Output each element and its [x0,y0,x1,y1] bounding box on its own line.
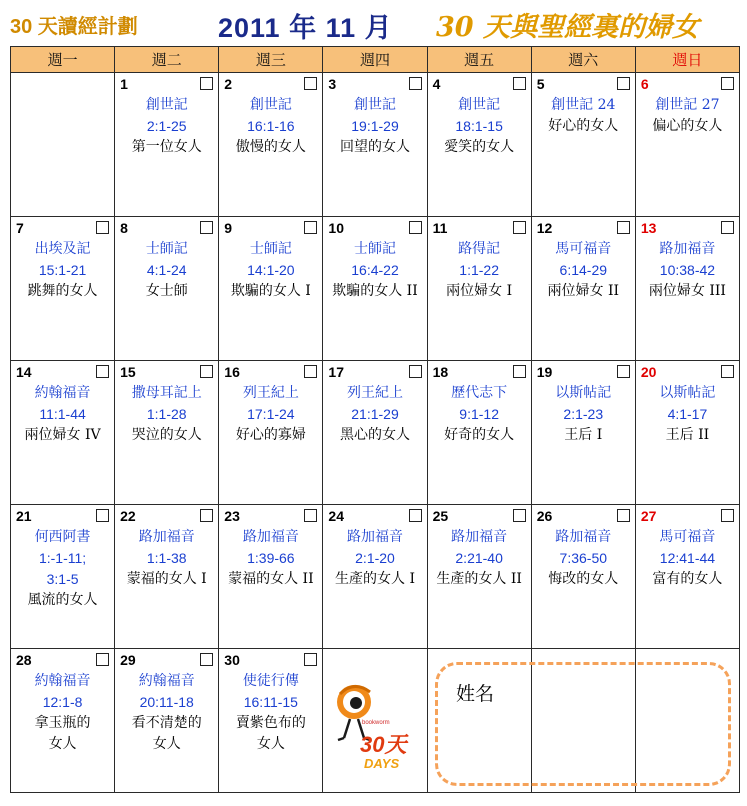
day-number: 24 [328,508,344,524]
book-name: 路加福音 [138,529,195,545]
reading-checkbox[interactable] [304,653,317,666]
day-number: 27 [640,508,657,524]
chapter-ref: 18:1-15 [455,118,503,134]
weekday-tue: 週二 [115,47,219,73]
book-name: 創世記 [353,97,396,113]
reading-entry [532,239,635,302]
30-days-logo [330,680,422,776]
book-name: 列王紀上 [242,385,299,401]
reading-entry [636,95,739,137]
week-row [11,217,740,361]
day-cell [635,505,739,649]
reading-theme: 風流的女人 [27,592,98,608]
day-cell [115,361,219,505]
reading-checkbox[interactable] [200,653,213,666]
reading-checkbox[interactable] [617,365,630,378]
day-cell [635,361,739,505]
empty-cell [11,73,115,217]
chapter-ref: 16:1-16 [247,118,295,134]
reading-theme: 悔改的女人 [548,571,619,587]
day-number: 22 [120,508,136,524]
reading-checkbox[interactable] [617,221,630,234]
book-name: 何西阿書 [34,529,91,545]
page-header [0,0,747,46]
day-number: 23 [224,508,240,524]
plan-title: 30 天讀經計劃 [10,16,138,38]
chapter-ref: 12:41-44 [659,550,716,566]
reading-entry [115,95,218,158]
reading-checkbox[interactable] [409,221,422,234]
day-number: 16 [224,364,240,380]
day-cell [11,217,115,361]
logo-small-label: bookworm [362,720,390,726]
week-row [11,505,740,649]
reading-checkbox[interactable] [721,77,734,90]
book-name: 使徒行傳 [242,673,299,689]
book-name: 士師記 [249,241,292,257]
day-cell [427,361,531,505]
chapter-ref: 1:1-38 [146,550,187,566]
name-label: 姓名 [456,683,495,705]
reading-theme-2: 女人 [256,736,285,752]
day-cell [427,505,531,649]
reading-theme: 跳舞的女人 [27,283,98,299]
book-name: 馬可福音 [555,241,612,257]
day-cell [323,73,427,217]
reading-theme: 黑心的女人 [339,427,410,443]
day-number: 2 [224,76,233,92]
month-title: 2011 年 11 月 [218,13,393,43]
reading-entry [428,383,531,446]
day-cell [323,361,427,505]
reading-theme: 蒙福的女人 I [126,571,207,587]
reading-checkbox[interactable] [304,221,317,234]
chapter-ref: 15:1-21 [38,262,87,278]
reading-theme: 富有的女人 [652,571,723,587]
chapter-ref: 2:1-20 [355,550,395,566]
day-number: 29 [120,652,136,668]
day-number: 18 [432,364,449,380]
chapter-ref: 2:1-25 [146,118,187,134]
book-name: 約翰福音 [34,385,91,401]
chapter-ref: 4:1-17 [667,406,708,422]
reading-theme: 拿玉瓶的 [34,715,91,731]
reading-theme: 王后 I [564,427,603,443]
chapter-ref: 16:4-22 [351,262,399,278]
reading-entry [323,95,426,158]
reading-checkbox[interactable] [96,509,109,522]
chapter-ref: 20:11-18 [139,694,194,710]
chapter-ref: 6:14-29 [559,262,608,278]
day-number: 26 [536,508,553,524]
day-number: 12 [536,220,553,236]
reading-checkbox[interactable] [721,221,734,234]
book-name: 路加福音 [346,529,403,545]
reading-checkbox[interactable] [96,365,109,378]
reading-theme: 好奇的女人 [444,427,515,443]
day-number: 14 [16,364,32,380]
day-cell [11,505,115,649]
logo-graphic [330,680,422,776]
day-cell [115,217,219,361]
day-number: 20 [640,364,657,380]
day-number: 6 [640,76,649,92]
name-box[interactable] [435,662,731,786]
book-name: 創世記 24 [551,97,616,113]
reading-entry [636,239,739,302]
reading-entry [428,239,531,302]
reading-theme: 偏心的女人 [652,118,723,134]
chapter-ref: 2:21-40 [455,550,503,566]
book-name: 約翰福音 [138,673,195,689]
book-name: 創世記 [458,97,501,113]
chapter-ref: 1:1-28 [146,406,187,422]
reading-theme: 蒙福的女人 II [228,571,314,587]
reading-checkbox[interactable] [513,365,526,378]
day-number: 13 [640,220,657,236]
reading-entry [115,527,218,590]
reading-entry [11,383,114,446]
reading-checkbox[interactable] [200,77,213,90]
book-name: 路加福音 [555,529,612,545]
reading-theme: 王后 II [665,427,710,443]
reading-theme-2: 女人 [48,736,77,752]
reading-checkbox[interactable] [200,221,213,234]
reading-entry [532,95,635,137]
reading-checkbox[interactable] [409,365,422,378]
reading-theme: 賣紫色布的 [235,715,306,731]
chapter-ref: 14:1-20 [247,262,295,278]
reading-theme: 欺騙的女人 II [332,283,418,299]
day-cell [219,73,323,217]
reading-theme: 兩位婦女 I [446,283,513,299]
book-name: 撒母耳記上 [131,385,202,401]
reading-entry [323,527,426,590]
chapter-ref: 19:1-29 [351,118,399,134]
reading-checkbox[interactable] [617,77,630,90]
reading-checkbox[interactable] [617,509,630,522]
book-name: 路加福音 [451,529,508,545]
day-cell [219,649,323,793]
chapter-ref: 17:1-24 [247,406,295,422]
chapter-ref: 16:11-15 [243,694,298,710]
reading-entry [532,383,635,446]
reading-entry [323,383,426,446]
day-cell [323,505,427,649]
book-name: 路得記 [458,241,501,257]
reading-checkbox[interactable] [200,365,213,378]
book-name: 路加福音 [659,241,716,257]
day-number: 9 [224,220,233,236]
reading-entry [428,95,531,158]
day-cell [115,505,219,649]
reading-checkbox[interactable] [513,77,526,90]
reading-entry [115,383,218,446]
reading-theme: 兩位婦女 III [648,283,726,299]
reading-theme: 回望的女人 [339,139,410,155]
day-cell [531,361,635,505]
chapter-ref: 1:1-22 [459,262,499,278]
book-name: 約翰福音 [34,673,91,689]
chapter-ref: 1:-1-11; [38,550,87,566]
chapter-ref: 10:38-42 [659,262,716,278]
day-number: 11 [432,220,448,236]
book-name: 士師記 [353,241,396,257]
day-number: 4 [432,76,441,92]
reading-entry [11,671,114,755]
weekday-fri: 週五 [427,47,531,73]
reading-entry [636,383,739,446]
chapter-ref: 9:1-12 [459,406,499,422]
reading-checkbox[interactable] [304,365,317,378]
day-cell [635,73,739,217]
chapter-ref: 4:1-24 [146,262,187,278]
reading-checkbox[interactable] [96,653,109,666]
chapter-ref: 7:36-50 [559,550,608,566]
reading-checkbox[interactable] [721,509,734,522]
day-number: 3 [328,76,337,92]
day-cell [115,649,219,793]
reading-checkbox[interactable] [304,77,317,90]
day-cell [635,217,739,361]
reading-theme: 傲慢的女人 [235,139,306,155]
reading-entry [11,239,114,302]
day-cell [219,505,323,649]
reading-checkbox[interactable] [721,365,734,378]
day-number: 10 [328,220,344,236]
day-cell [219,217,323,361]
reading-entry [428,527,531,590]
reading-theme: 愛笑的女人 [444,139,515,155]
reading-checkbox[interactable] [513,221,526,234]
reading-theme: 兩位婦女 II [547,283,620,299]
reading-checkbox[interactable] [513,509,526,522]
chapter-ref: 21:1-29 [351,406,399,422]
reading-theme: 好心的女人 [548,118,619,134]
day-number: 5 [536,76,545,92]
reading-theme: 欺騙的女人 I [230,283,311,299]
day-number: 7 [16,220,24,236]
reading-theme: 女士師 [145,283,188,299]
reading-checkbox[interactable] [304,509,317,522]
day-cell [531,505,635,649]
book-name: 馬可福音 [659,529,716,545]
day-number: 30 [224,652,240,668]
book-name: 士師記 [145,241,188,257]
day-cell [531,73,635,217]
book-name: 列王紀上 [346,385,403,401]
day-number: 19 [536,364,553,380]
book-name: 以斯帖記 [659,385,716,401]
chapter-ref: 2:1-23 [563,406,604,422]
reading-entry [219,671,322,755]
weekday-thu: 週四 [323,47,427,73]
book-name: 創世記 27 [655,97,720,113]
reading-entry [115,239,218,302]
reading-entry [219,239,322,302]
day-cell [427,217,531,361]
reading-theme: 生產的女人 II [436,571,522,587]
reading-entry [219,527,322,590]
day-number: 8 [120,220,128,236]
book-name: 路加福音 [242,529,299,545]
reading-entry [532,527,635,590]
theme-title: 30 天與聖經裏的婦女 [436,12,699,43]
day-cell [427,73,531,217]
week-row [11,361,740,505]
book-name: 歷代志下 [451,385,508,401]
reading-entry [11,527,114,611]
reading-entry [115,671,218,755]
reading-entry [219,383,322,446]
day-cell [11,649,115,793]
weekday-wed: 週三 [219,47,323,73]
reading-checkbox[interactable] [409,509,422,522]
reading-checkbox[interactable] [96,221,109,234]
book-name: 創世記 [145,97,188,113]
book-name: 創世記 [249,97,292,113]
reading-checkbox[interactable] [409,77,422,90]
book-name: 出埃及記 [34,241,91,257]
reading-theme: 哭泣的女人 [131,427,202,443]
reading-theme: 生產的女人 I [335,571,415,587]
week-row [11,73,740,217]
day-number: 1 [120,76,128,92]
day-number: 21 [16,508,32,524]
logo-big-label: 30天 [360,732,407,757]
day-number: 25 [432,508,449,524]
weekday-sun: 週日 [635,47,739,73]
weekday-mon: 週一 [11,47,115,73]
logo-days-label: DAYS [364,756,400,771]
chapter-ref-2: 3:1-5 [46,571,79,587]
weekday-sat: 週六 [531,47,635,73]
day-number: 17 [328,364,344,380]
reading-entry [219,95,322,158]
reading-theme: 好心的寡婦 [235,427,306,443]
reading-entry [323,239,426,302]
weekday-row [11,47,740,73]
day-cell [531,217,635,361]
reading-theme-2: 女人 [152,736,181,752]
chapter-ref: 12:1-8 [42,694,83,710]
reading-theme: 第一位女人 [131,139,202,155]
day-number: 28 [16,652,32,668]
reading-checkbox[interactable] [200,509,213,522]
day-cell [219,361,323,505]
book-name: 以斯帖記 [555,385,612,401]
reading-entry [636,527,739,590]
chapter-ref: 11:1-44 [39,406,86,422]
day-cell [11,361,115,505]
day-number: 15 [120,364,136,380]
reading-theme: 看不清楚的 [131,715,202,731]
day-cell [323,217,427,361]
day-cell [115,73,219,217]
reading-theme: 兩位婦女 IV [24,427,101,443]
chapter-ref: 1:39-66 [247,550,295,566]
